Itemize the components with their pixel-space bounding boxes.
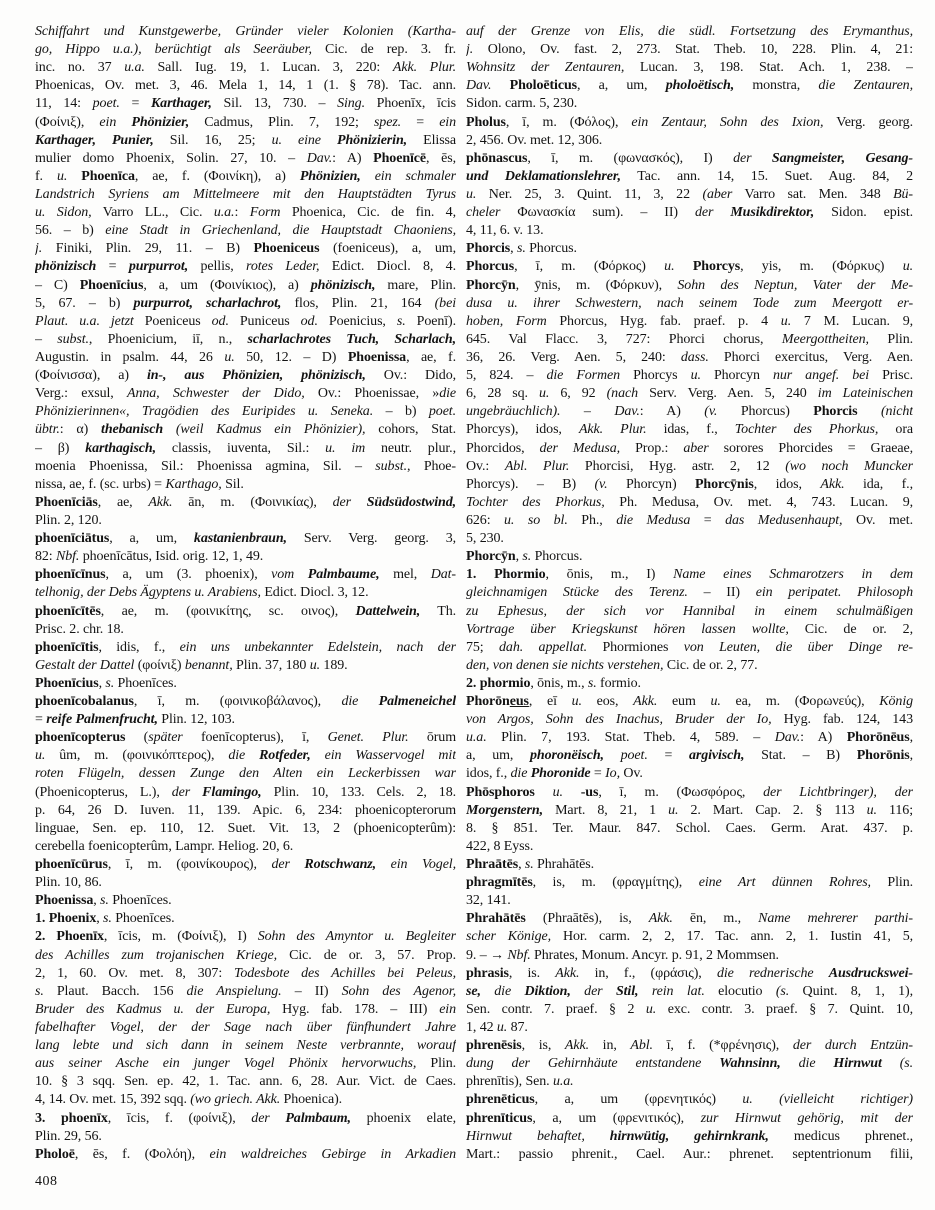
text-line: Phorcȳn, s. Phorcus. [466,549,583,565]
text-line: Phorcȳn, ȳnis, m. (Φόρκυν), Sohn des Neptun, Vater der Me- [466,277,913,293]
text-line: 4, 11, 6. v. 13. [466,223,544,239]
text-line: cerebella foenicopterûm, Lampr. Heliog. 20, 6. [35,838,294,854]
text-line: phoenīcītēs, ae, m. (φοινικίτης, sc. οινος), Dattelwein, Th. [35,603,456,619]
text-line: Wohnsitz der Zentauren, Lucan. 3, 198. Stat. Ach. 1, 238. – [466,60,913,76]
text-line: – subst., Phoenicium, iī, n., scharlachrotes Tuch, Scharlach, [35,331,456,347]
text-line: phōnascus, ī, m. (φωνασκός), I) der Sangmeister, Gesang- [466,150,913,166]
text-line: mulier domo Phoenix, Solin. 27, 10. – Dav.: A) Phoenīcē, ēs, [35,150,456,166]
text-line: 2. phormio, ōnis, m., s. formio. [466,675,641,691]
text-line: Mart.: passio phrenit., Cael. Aur.: phrenet. septentrionum filii, [466,1146,913,1162]
text-line: Sidon. carm. 5, 230. [466,96,578,112]
text-line: Plin. 10, 86. [35,875,102,891]
text-line: des Achilles zum trojanischen Kriege, Cic. de or. 3, 57. Prop. [35,947,456,963]
page-number: 408 [35,1174,58,1189]
text-line: phrenīticus, a, um (φρενιτικός), zur Hirnwut gehörig, mit der [466,1110,913,1126]
text-line: Bruder des Kadmus u. der Europa, Hyg. fab. 178. – III) ein [35,1001,456,1017]
text-line: Sen. contr. 7. praef. § 2 u. exc. contr. 3. praef. § 7. Quint. 10, [466,1001,913,1017]
text-line: Schiffahrt und Kunstgewerbe, Gründer vieler Kolonien (Kartha- [35,24,456,39]
text-line: Phorcidos, der Medusa, Prop.: aber sorores Phorcides = Graeae, [466,440,913,456]
column-right [466,23,913,1164]
text-line: s. Plaut. Bacch. 156 die Anspielung. – II) Sohn des Agenor, [35,983,456,999]
text-line: auf der Grenze von Elis, die südl. Fortsetzung des Erymanthus, [466,24,913,39]
text-line: Tochter des Phorkus, Ph. Medusa, Ov. met. 4, 743. Lucan. 9, [466,494,913,510]
text-line: zu Ephesus, der sich vor Hannibal in einem schulmäßigen [466,603,913,619]
text-line: ungebräuchlich). – Dav.: A) (v. Phorcus) Phorcis (nicht [466,404,913,420]
text-line: 10. § 3 sqq. Sen. ep. 42, 1. Tac. ann. 6, 28. Aur. Vict. de Caes. [35,1074,456,1090]
text-line: übtr.: α) thebanisch (weil Kadmus ein Phönizier), cohors, Stat. [35,422,456,438]
text-line: Morgenstern, Mart. 8, 21, 1 u. 2. Mart. Cap. 2. § 113 u. 116; [466,802,913,818]
text-line: u. Sidon, Varro LL., Cic. u.a.: Form Phoenica, Cic. de fin. 4, [35,205,456,221]
text-line: Hirnwut behaftet, hirnwütig, gehirnkrank, medicus phrenet., [466,1128,913,1144]
column-left [35,23,456,1164]
text-line: Pholoē, ēs, f. (Φολόη), ein waldreiches Gebirge in Arkadien [35,1146,456,1162]
text-line: 36, 26. Verg. Aen. 5, 240: dass. Phorci exercitus, Verg. Aen. [466,349,913,365]
text-line: u. Ner. 25, 3. Quint. 11, 3, 22 (aber Varro sat. Men. 348 Bü- [466,186,913,202]
text-line: 82: Nbf. phoenīcātus, Isid. orig. 12, 1, 49. [35,549,264,565]
text-line: inc. no. 37 u.a. Sall. Iug. 19, 1. Lucan. 3, 220: Akk. Plur. [35,60,456,76]
text-line: 5, 230. [466,531,504,547]
text-line: 2, 456. Ov. met. 12, 306. [466,132,603,148]
text-line: Plin. 2, 120. [35,512,102,528]
text-line: phrenēticus, a, um (φρενητικός) u. (vielleicht richtiger) [466,1092,913,1108]
text-line: 9. – → Nbf. Phrates, Monum. Ancyr. p. 91, 2 Mommsen. [466,947,779,963]
text-line: 6, 28 sq. u. 6, 92 (nach Serv. Verg. Aen. 5, 240 im Lateinischen [466,386,913,402]
text-line: phrasis, is. Akk. in, f., (φράσις), die rednerische Ausdruckswei- [466,965,913,981]
text-line: 645. Val Flacc. 3, 727: Phorci chorus, Meergottheiten, Plin. [466,331,913,347]
text-line: linguae, Sen. ep. 110, 12. Suet. Vit. 13, 2 (phoenicopterûm): [35,820,456,836]
text-line: Phoenissa, s. Phoenīces. [35,893,172,909]
text-line: 626: u. so bl. Ph., die Medusa = das Medusenhaupt, Ov. met. [466,512,913,528]
text-line: aus seiner Asche ein junger Vogel Phönix hervorwuchs, Plin. [35,1056,456,1072]
text-line: Pholus, ī, m. (Φόλος), ein Zentaur, Sohn des Ixion, Verg. georg. [466,114,913,130]
text-line: se, die Diktion, der Stil, rein lat. elocutio (s. Quint. 8, 1, 1), [466,983,913,999]
text-line: Phorcis, s. Phorcus. [466,241,577,257]
text-line: Dav. Pholoēticus, a, um, pholoëtisch, monstra, die Zentauren, [466,78,913,94]
text-line: telhonig, der Debs Ägyptens u. Arabiens, Edict. Diocl. 3, 12. [35,585,369,601]
text-line: 422, 8 Eyss. [466,838,534,854]
text-line: gleichnamigen Stücke des Terenz. – II) ein peripatet. Philosoph [466,585,913,601]
text-line: phrenītis), Sen. u.a. [466,1074,574,1090]
text-line: Phoenīciās, ae, Akk. ān, m. (Φοινικίας), der Südsüdostwind, [35,494,456,510]
text-line: phönizisch = purpurrot, pellis, rotes Leder, Edict. Diocl. 8, 4. [35,259,456,275]
text-line: u.a. Plin. 7, 193. Stat. Theb. 4, 589. – Dav.: A) Phorōnēus, [466,730,913,746]
text-line: nissa, ae, f. (sc. urbs) = Karthago, Sil. [35,476,244,492]
text-line: Plaut. u.a. jetzt Poeniceus od. Puniceus od. Poenicius, s. Poenī). [35,313,456,329]
text-line: 8. § 851. Ter. Maur. 847. Schol. Caes. Germ. Arat. 437. p. [466,820,913,836]
text-line: idos, f., die Phoronide = Io, Ov. [466,766,643,782]
text-line: Phoenicas, Ov. met. 3, 46. Mela 1, 14, 1 (1. § 78). Tac. ann. [35,78,456,94]
text-line: = reife Palmenfrucht, Plin. 12, 103. [35,712,235,728]
text-line: phoenīciātus, a, um, kastanienbraun, Serv. Verg. georg. 3, [35,531,456,547]
text-line: Augustin. in psalm. 44, 26 u. 50, 12. – D) Phoenissa, ae, f. [35,349,456,365]
text-line: Vortrage über Kriegskunst hören lassen wollte, Cic. de or. 2, [466,621,913,637]
text-line: 1. Phoenix, s. Phoenīces. [35,911,175,927]
text-line: phrenēsis, is, Akk. in, Abl. ī, f. (*φρένησις), der durch Entzün- [466,1038,913,1054]
text-line: 75; dah. appellat. Phormiones von Leuten, die über Dinge re- [466,639,913,655]
text-line: 5, 824. – die Formen Phorcys u. Phorcyn nur angef. bei Prisc. [466,368,913,384]
text-line: j. Olono, Ov. fast. 2, 273. Stat. Theb. 10, 228. Plin. 4, 21: [466,42,913,58]
text-line: phoenīcīnus, a, um (3. phoenix), vom Palmbaume, mel, Dat- [35,567,456,583]
text-line: Gestalt der Dattel (φοίνιξ) benannt, Plin. 37, 180 u. 189. [35,657,348,673]
text-line: Phorcys). – B) (v. Phorcyn) Phorcȳnis, idos, Akk. ida, f., [466,476,913,492]
text-line: hoben, Form Phorcus, Hyg. fab. praef. p. 4 u. 7 M. Lucan. 9, [466,313,913,329]
text-line: (Φοίνισσα), a) in-, aus Phönizien, phönizisch, Ov.: Dido, [35,368,456,384]
text-line: Phönizierinnen«, Tragödien des Euripides u. Seneka. – b) poet. [35,404,456,420]
text-line: den, von denen sie nichts verstehen, Cic. de or. 2, 77. [466,657,758,673]
text-line: p. 64, 26 D. Iuven. 11, 139. Apic. 6, 234: phoenicopterorum [35,802,456,818]
text-line: Ov.: Abl. Plur. Phorcisi, Hyg. astr. 2, 12 (wo noch Muncker [466,458,913,474]
text-line: (Phoenicopterus, L.), der Flamingo, Plin. 10, 133. Cels. 2, 18. [35,784,456,800]
text-line: fabelhafter Vogel, der der Sage nach über fünfhundert Jahre [35,1020,456,1036]
text-line: roten Flügeln, dessen Zunge den Alten ein Leckerbissen war [35,766,456,782]
text-line: phoenīcūrus, ī, m. (φοινίκουρος), der Rotschwanz, ein Vogel, [35,857,456,873]
text-line: 2, 1, 60. Ov. met. 8, 307: Todesbote des Achilles bei Peleus, [35,965,456,981]
text-line: 1. Phormio, ōnis, m., I) Name eines Schmarotzers in dem [466,567,913,583]
text-line: cheler Φωνασκία sum). – II) der Musikdirektor, Sidon. epist. [466,205,913,221]
text-line: 5, 67. – b) purpurrot, scharlachrot, flos, Plin. 21, 164 (bei [35,295,456,311]
text-line: Phraātēs, s. Phrahātēs. [466,857,594,873]
text-line: (Φοίνιξ), ein Phönizier, Cadmus, Plin. 7, 192; spez. = ein [35,114,456,130]
text-line: lang lebte und sich dann in seinem Neste verbrannte, worauf [35,1038,456,1054]
text-line: 32, 141. [466,893,511,909]
text-line: von Argos, Sohn des Inachus, Bruder der Io, Hyg. fab. 124, 143 [466,712,913,728]
text-line: 56. – b) eine Stadt in Griechenland, die Hauptstadt Chaoniens, [35,223,456,239]
text-line: 3. phoenīx, īcis, f. (φοίνιξ), der Palmbaum, phoenix elate, [35,1110,456,1126]
text-line: phoenīcītis, idis, f., ein uns unbekannter Edelstein, nach der [35,639,456,655]
text-line: – C) Phoenīcius, a, um (Φοινίκιος), a) phönizisch, mare, Plin. [35,277,456,293]
text-line: phoenīcobalanus, ī, m. (φοινικοβάλανος), die Palmeneichel [35,694,456,710]
text-line: Phorcus, ī, m. (Φόρκος) u. Phorcys, yis, m. (Φόρκυς) u. [466,259,913,275]
text-line: Plin. 29, 56. [35,1128,102,1144]
text-line: Phorcys), idos, Akk. Plur. idas, f., Tochter des Phorkus, ora [466,422,913,438]
text-line: Karthager, Punier, Sil. 16, 25; u. eine Phönizierin, Elissa [35,132,456,148]
text-line: und Deklamationslehrer, Tac. ann. 14, 15. Suet. Aug. 84, 2 [466,168,913,184]
text-line: dung der Gehirnhäute entstandene Wahnsinn, die Hirnwut (s. [466,1056,913,1072]
text-line: phragmītēs, is, m. (φραγμίτης), eine Art dünnen Rohres, Plin. [466,875,913,891]
text-line: 1, 42 u. 87. [466,1020,528,1036]
text-line: dusa u. ihrer Schwestern, nach seinem Tode zum Meergott er- [466,295,913,311]
text-line: 4, 14. Ov. met. 15, 392 sqq. (wo griech. Akk. Phoenica). [35,1092,343,1108]
text-line: u. ûm, m. (φοινικόπτερος), die Rotfeder, ein Wasservogel mit [35,748,456,764]
text-columns [35,23,913,1164]
text-line: a, um, phoronëisch, poet. = argivisch, Stat. – B) Phorōnis, [466,748,913,764]
text-line: phoenīcopterus (später foenīcopterus), ī, Genet. Plur. ōrum [35,730,456,746]
text-line: j. Finiki, Plin. 29, 11. – B) Phoeniceus (foeniceus), a, um, [35,241,456,257]
text-line: go, Hippo u.a.), berüchtigt als Seeräuber, Cic. de rep. 3. fr. [35,42,456,58]
text-line: 11, 14: poet. = Karthager, Sil. 13, 730. – Sing. Phoenīx, īcis [35,96,456,112]
text-line: Landstrich Syriens am Mittelmeere mit den Hauptstädten Tyrus [35,186,456,202]
text-line: scher Könige, Hor. carm. 2, 2, 17. Tac. ann. 2, 1. Iustin 41, 5, [466,929,913,945]
text-line: – β) karthagisch, classis, iuventa, Sil.: u. im neutr. plur., [35,440,456,456]
text-line: Phoenīcius, s. Phoenīces. [35,675,177,691]
text-line: f. u. Phoenīca, ae, f. (Φοινίκη), a) Phönizien, ein schmaler [35,168,456,184]
text-line: Verg.: exsul, Anna, Schwester der Dido, Ov.: Phoenissae, »die [35,386,456,402]
text-line: Phōsphoros u. -us, ī, m. (Φωσφόρος, der Lichtbringer), der [466,784,913,800]
text-line: moenia Phoenissa, Sil.: Phoenissa agmina, Sil. – subst., Phoe- [35,458,456,474]
text-line: Phrahātēs (Phraātēs), is, Akk. ēn, m., Name mehrerer parthi- [466,911,913,927]
text-line: Prisc. 2. chr. 18. [35,621,124,637]
text-line: 2. Phoenīx, īcis, m. (Φοίνιξ), I) Sohn des Amyntor u. Begleiter [35,929,456,945]
text-line: Phorōneus, eī u. eos, Akk. eum u. ea, m. (Φορωνεύς), König [466,694,913,710]
